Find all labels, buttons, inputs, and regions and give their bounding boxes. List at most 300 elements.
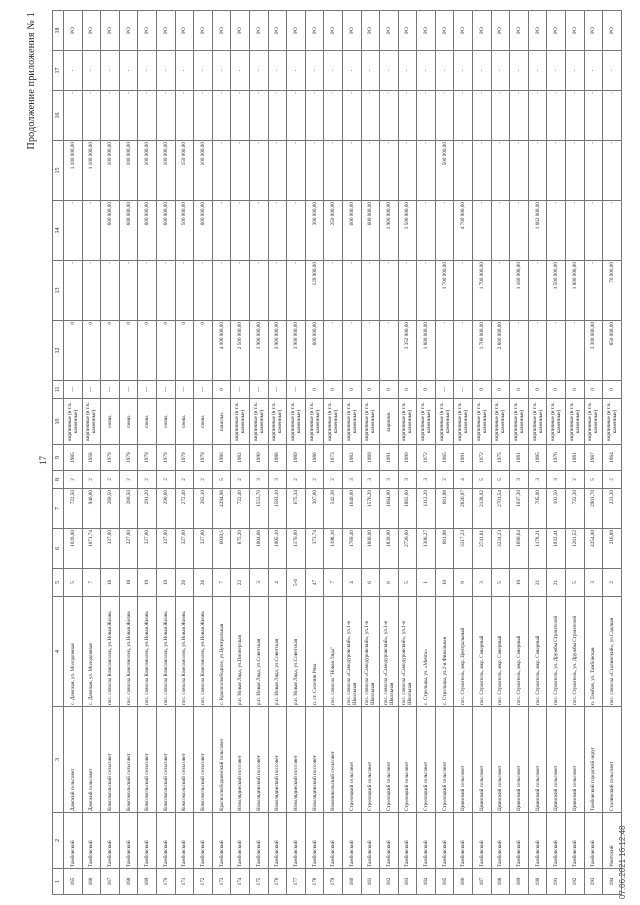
table-cell: 1583,10 (268, 489, 287, 529)
table-cell: с. Дамская, ул. Молодежная (64, 597, 83, 707)
table-cell: 0 (305, 381, 324, 399)
table-cell: - (566, 51, 585, 91)
table-cell: кирпичные (в т.ч. каменные) (417, 399, 436, 445)
table-cell: 1640,00 (342, 489, 361, 529)
column-number-header: 5 (53, 569, 64, 597)
table-cell: 280,50 (101, 489, 120, 529)
table-cell: 5 (473, 471, 492, 489)
table-cell: 850 000,00 (603, 321, 622, 381)
table-cell: 1989 (287, 445, 306, 471)
table-cell: 3 (510, 471, 529, 489)
table-cell: - (231, 141, 250, 201)
table-cell: 5-6 (287, 569, 306, 597)
table-cell: 2 (194, 471, 213, 489)
table-cell: - (380, 321, 399, 381)
table-cell: РО (435, 11, 454, 51)
table-cell: РО (380, 11, 399, 51)
table-cell: 1979 (194, 445, 213, 471)
table-cell: Тамбовский (212, 813, 231, 869)
table-cell: 1979 (175, 445, 194, 471)
table-cell: 1973 (324, 445, 343, 471)
table-cell: 2726,00 (398, 529, 417, 569)
table-cell: 1 800 000,00 (417, 321, 436, 381)
table-cell: 3 (342, 471, 361, 489)
table-cell: 181 (361, 869, 380, 895)
table-cell: - (175, 91, 194, 141)
table-cell: 875,20 (231, 529, 250, 569)
table-cell: Стрелецкий сельсовет (398, 707, 417, 813)
table-cell: 188 (491, 869, 510, 895)
table-cell: Комсомольский сельсовет (101, 707, 120, 813)
table-cell: - (584, 201, 603, 261)
column-number-header: 12 (53, 321, 64, 381)
table-cell: 5 (398, 569, 417, 597)
table-cell: - (156, 51, 175, 91)
table-cell: п. ст. Селезни Ряза (305, 597, 324, 707)
table-cell: кирпичные (в т.ч. каменные) (435, 399, 454, 445)
table-cell: - (603, 51, 622, 91)
table-cell: - (101, 261, 120, 321)
table-cell: кирпичные (в т.ч. каменные) (268, 399, 287, 445)
table-cell: 1830,00 (380, 529, 399, 569)
table-cell: с. Дамская, ул. Молодежная (82, 597, 101, 707)
table-cell: Тамбовский (566, 813, 585, 869)
table-cell: - (491, 51, 510, 91)
table-cell: кирпичные (в т.ч. каменные) (528, 399, 547, 445)
table-cell: 100 000,00 (156, 141, 175, 201)
table-cell: 6030,5 (212, 529, 231, 569)
table-cell: 1975 (491, 445, 510, 471)
table-cell: 327,00 (101, 529, 120, 569)
table-cell: - (82, 51, 101, 91)
table-cell: - (491, 141, 510, 201)
table-cell: 0 (101, 321, 120, 381)
table-cell: 1979 (101, 445, 120, 471)
table-cell: Тамбовский (305, 813, 324, 869)
table-cell: пос. совхоза Комсомолец, ул.Новая Жизнь (138, 597, 157, 707)
table-cell: 600 000,00 (119, 201, 138, 261)
table-cell: 1986 (305, 445, 324, 471)
table-cell: 100 000,00 (194, 141, 213, 201)
table-row (417, 11, 436, 895)
table-cell: 2 (175, 471, 194, 489)
table-cell: 0 (380, 381, 399, 399)
table-cell: пос. Строитель, мкр. Северный (528, 597, 547, 707)
column-number-header: 2 (53, 813, 64, 869)
table-cell: 4 000 000,00 (212, 321, 231, 381)
table-cell: р.п. Новая Ляда, ул.Советская (249, 597, 268, 707)
table-cell: 193 (584, 869, 603, 895)
table-cell: смеш. (119, 399, 138, 445)
table-cell: - (417, 261, 436, 321)
table-cell: - (398, 141, 417, 201)
table-cell: 5 (491, 471, 510, 489)
table-cell: кирпичные (в т.ч. каменные) (584, 399, 603, 445)
table-cell: - (324, 91, 343, 141)
table-cell: - (547, 141, 566, 201)
table-cell: 0 (194, 321, 213, 381)
table-cell: 102,50 (547, 489, 566, 529)
table-cell: РО (547, 11, 566, 51)
table-cell: 1576,20 (361, 489, 380, 529)
table-cell: - (268, 261, 287, 321)
table-cell: 327,00 (194, 529, 213, 569)
table-cell: - (566, 321, 585, 381)
table-cell: 2 (156, 471, 175, 489)
table-cell: 1990 (249, 445, 268, 471)
table-cell: 327,00 (119, 529, 138, 569)
table-cell: Цнинский сельсовет (566, 707, 585, 813)
table-cell: - (417, 201, 436, 261)
table-cell: смеш. (175, 399, 194, 445)
table-cell: 1 900 000,00 (380, 201, 399, 261)
table-cell: Тамбовский (119, 813, 138, 869)
table-cell: - (287, 141, 306, 201)
table-cell: Тамбовский (398, 813, 417, 869)
table-row (361, 11, 380, 895)
table-cell: 165 (64, 869, 83, 895)
table-cell: 1985 (528, 445, 547, 471)
table-cell: 3 300 000,00 (584, 321, 603, 381)
table-cell: 3224,23 (491, 529, 510, 569)
table-cell: Стрелецкий сельсовет (417, 707, 436, 813)
table-cell: - (175, 51, 194, 91)
table-cell: Тамбовский (547, 813, 566, 869)
table-cell: — (268, 381, 287, 399)
table-cell: - (82, 201, 101, 261)
table-cell: 3 (528, 471, 547, 489)
table-cell: Стрелецкий сельсовет (342, 707, 361, 813)
table-cell: Тамбовский (510, 813, 529, 869)
table-cell: Комсомольский сельсовет (138, 707, 157, 813)
table-cell: Тамбовский (156, 813, 175, 869)
table-cell: пос. совхоза «Самодуровский», ул.1-я Школьная (380, 597, 399, 707)
table-cell: 0 (138, 321, 157, 381)
table-cell: - (454, 321, 473, 381)
column-number-header: 3 (53, 707, 64, 813)
table-row (231, 11, 250, 895)
table-cell: Новолядинский поссовет (305, 707, 324, 813)
table-cell: Тамбовский (287, 813, 306, 869)
table-cell: 307,00 (305, 489, 324, 529)
table-cell: 2826,97 (454, 489, 473, 529)
print-timestamp: 07.06.2021 16:12:48 (618, 825, 627, 899)
table-cell: - (138, 51, 157, 91)
table-cell: 1981 (510, 445, 529, 471)
table-cell: - (156, 91, 175, 141)
table-cell: — (156, 381, 175, 399)
table-cell: 19 (510, 569, 529, 597)
column-number-header: 13 (53, 261, 64, 321)
table-cell: 22 (231, 569, 250, 597)
table-cell: РО (584, 11, 603, 51)
table-cell: пос. совхоза Комсомолец, ул.Новая Жизнь (156, 597, 175, 707)
table-cell: РО (82, 11, 101, 51)
table-cell: 1178,21 (528, 529, 547, 569)
table-cell: 705,00 (528, 489, 547, 529)
table-cell: 3 352 000,00 (398, 321, 417, 381)
table-cell: 600 000,00 (194, 201, 213, 261)
table-cell: - (156, 261, 175, 321)
table-cell: - (454, 261, 473, 321)
table-row (491, 11, 510, 895)
table-cell: РО (491, 11, 510, 51)
table-cell: 2 (231, 471, 250, 489)
table-cell: - (473, 201, 492, 261)
table-cell: кирпичные (в т.ч. каменные) (305, 399, 324, 445)
table-cell: 1112,20 (417, 489, 436, 529)
table-cell: смеш. (138, 399, 157, 445)
table-cell: — (194, 381, 213, 399)
table-cell: 21 (528, 569, 547, 597)
table-cell: 1982 (231, 445, 250, 471)
table-cell: 3 (268, 471, 287, 489)
table-cell: - (249, 91, 268, 141)
table-cell: 0 (64, 321, 83, 381)
table-cell: - (305, 51, 324, 91)
table-cell: - (491, 91, 510, 141)
table-cell: - (510, 201, 529, 261)
table-cell: 327,00 (138, 529, 157, 569)
table-cell: - (268, 91, 287, 141)
table-cell: РО (528, 11, 547, 51)
table-cell: Тамбовский (268, 813, 287, 869)
table-cell: 280,50 (119, 489, 138, 529)
table-cell: 100 000,00 (119, 141, 138, 201)
table-cell: - (231, 51, 250, 91)
table-cell: 7 (82, 569, 101, 597)
table-cell: - (212, 51, 231, 91)
table-cell: - (287, 51, 306, 91)
table-cell: 1 700 000,00 (473, 321, 492, 381)
table-cell: РО (212, 11, 231, 51)
table-row (212, 11, 231, 895)
table-cell: 0 (473, 381, 492, 399)
table-cell: 0 (491, 381, 510, 399)
table-cell: — (175, 381, 194, 399)
table-cell: кирпичные (в т.ч. каменные) (454, 399, 473, 445)
table-cell: - (566, 201, 585, 261)
table-row (138, 11, 157, 895)
table-cell: - (417, 91, 436, 141)
table-row (156, 11, 175, 895)
table-cell: кирпичные (в т.ч. каменные) (510, 399, 529, 445)
table-cell: - (473, 91, 492, 141)
table-cell: - (119, 91, 138, 141)
table-row (82, 11, 101, 895)
table-cell: 291,20 (138, 489, 157, 529)
table-cell: РО (138, 11, 157, 51)
table-cell: Дамский сельсовет (82, 707, 101, 813)
table-cell: 675,34 (287, 489, 306, 529)
table-cell: 9 (454, 569, 473, 597)
table-cell: 166 (82, 869, 101, 895)
table-cell: - (324, 321, 343, 381)
table-cell: пос. совхоза "Новая Ляда" (324, 597, 343, 707)
table-cell: - (101, 51, 120, 91)
table-cell: 272,40 (175, 489, 194, 529)
table-cell: Тамбовский городской округ (584, 707, 603, 813)
table-cell: - (361, 91, 380, 141)
table-cell: 2741,81 (473, 529, 492, 569)
table-cell: 1 700 000,00 (473, 261, 492, 321)
table-cell: Тамбовский (231, 813, 250, 869)
table-cell: 7 (212, 569, 231, 597)
table-cell: - (342, 261, 361, 321)
table-cell: РО (324, 11, 343, 51)
table-cell: пос. Строитель, мкр. Северный (510, 597, 529, 707)
appendix-heading: Продолжение приложения № 1 (26, 12, 37, 150)
table-cell: 1032,41 (547, 529, 566, 569)
table-cell: 2 (603, 471, 622, 489)
table-cell: 178 (305, 869, 324, 895)
table-cell: 168 (119, 869, 138, 895)
table-cell: 179 (324, 869, 343, 895)
table-cell: 18 (119, 569, 138, 597)
table-row (342, 11, 361, 895)
table-cell: - (566, 91, 585, 141)
table-row (175, 11, 194, 895)
table-row (528, 11, 547, 895)
table-cell: 661,98 (435, 489, 454, 529)
table-cell: 8 (380, 569, 399, 597)
table-cell: 170 (156, 869, 175, 895)
table-row (473, 11, 492, 895)
table-cell: Новолядинский поссовет (249, 707, 268, 813)
table-cell: Комсомольский сельсовет (194, 707, 213, 813)
table-cell: 1991 (454, 445, 473, 471)
table-cell: 2 (435, 471, 454, 489)
table-cell: 1037,30 (510, 489, 529, 529)
table-cell: 1972 (473, 445, 492, 471)
table-cell: 1985 (64, 445, 83, 471)
table-cell: смеш. (101, 399, 120, 445)
table-cell: 4 (454, 471, 473, 489)
table-cell: 173 (212, 869, 231, 895)
table-cell: 167 (101, 869, 120, 895)
table-cell: 185 (435, 869, 454, 895)
table-cell: - (603, 91, 622, 141)
table-cell: Цнинский сельсовет (491, 707, 510, 813)
table-cell: 2 (287, 471, 306, 489)
table-row (398, 11, 417, 895)
column-number-header: 1 (53, 869, 64, 895)
table-cell: 0 (398, 381, 417, 399)
table-cell: Цнинский сельсовет (528, 707, 547, 813)
table-cell: - (528, 91, 547, 141)
table-row (566, 11, 585, 895)
table-cell: 3 (417, 471, 436, 489)
table-cell: 1979 (119, 445, 138, 471)
table-cell: 722,40 (231, 489, 250, 529)
table-cell: 216,89 (603, 529, 622, 569)
table-cell: - (584, 91, 603, 141)
table-cell: РО (305, 11, 324, 51)
table-cell: п. Тамбов, ул. Тамбовская (584, 597, 603, 707)
column-number-header: 8 (53, 471, 64, 489)
table-cell: - (528, 51, 547, 91)
table-cell: смеш. (194, 399, 213, 445)
table-cell: с. Стрельцы, ул. «Мечта» (417, 597, 436, 707)
table-cell: кирпичные (в т.ч. каменные) (547, 399, 566, 445)
table-cell: Тамбовский (82, 813, 101, 869)
table-cell: - (528, 261, 547, 321)
table-cell: Дамский сельсовет (64, 707, 83, 813)
table-cell: 183 (398, 869, 417, 895)
table-cell: 1965 (435, 445, 454, 471)
table-cell: 47 (305, 569, 324, 597)
table-cell: 3 (584, 569, 603, 597)
table-cell: - (64, 51, 83, 91)
table-cell: Тамбовский (342, 813, 361, 869)
table-cell: 7 (324, 569, 343, 597)
table-cell: - (547, 51, 566, 91)
table-cell: 3 (473, 569, 492, 597)
table-cell: 600 000,00 (361, 201, 380, 261)
table-cell: - (324, 261, 343, 321)
column-number-header: 7 (53, 489, 64, 529)
table-cell: - (528, 141, 547, 201)
table-cell: 1979 (138, 445, 157, 471)
table-cell: 5 (566, 569, 585, 597)
table-cell: 0 (156, 321, 175, 381)
table-cell: 0 (324, 381, 343, 399)
table-cell: - (268, 51, 287, 91)
table-cell: 0 (603, 381, 622, 399)
table-cell: - (268, 201, 287, 261)
table-cell: кирпичные (в т.ч. каменные) (324, 399, 343, 445)
table-cell: 5 (64, 569, 83, 597)
table-cell: РО (417, 11, 436, 51)
table-cell: - (175, 261, 194, 321)
table-cell: РО (566, 11, 585, 51)
column-number-header: 15 (53, 141, 64, 201)
table-cell: 1991 (380, 445, 399, 471)
table-cell: 1306,27 (417, 529, 436, 569)
table-row (268, 11, 287, 895)
table-cell: 722,50 (64, 489, 83, 529)
table-cell: РО (473, 11, 492, 51)
table-cell: РО (231, 11, 250, 51)
table-cell: 3 900 000,00 (268, 321, 287, 381)
table-cell: кирпичные (в т.ч. каменные) (361, 399, 380, 445)
table-cell: - (231, 201, 250, 261)
table-cell: - (454, 51, 473, 91)
table-cell: 1964 (603, 445, 622, 471)
table-cell: кирпичные (в т.ч. каменные) (473, 399, 492, 445)
table-cell: 4 700 000,00 (454, 201, 473, 261)
table-cell: Стрелецкий сельсовет (361, 707, 380, 813)
table-row (510, 11, 529, 895)
table-cell: 1 160 000,00 (510, 261, 529, 321)
table-cell: - (287, 261, 306, 321)
table-cell: 0 (528, 381, 547, 399)
table-cell: - (398, 261, 417, 321)
table-cell: 1020,00 (64, 529, 83, 569)
table-cell: - (454, 141, 473, 201)
table-cell: 176 (268, 869, 287, 895)
table-cell: - (361, 51, 380, 91)
table-cell: Тамбовский (64, 813, 83, 869)
table-cell: - (473, 141, 492, 201)
table-cell: Тамбовский (491, 813, 510, 869)
table-row (64, 11, 83, 895)
table-cell: 600 000,00 (101, 201, 120, 261)
table-cell: РО (342, 11, 361, 51)
table-cell: 946,00 (82, 489, 101, 529)
table-cell: — (231, 381, 250, 399)
table-cell: — (82, 381, 101, 399)
